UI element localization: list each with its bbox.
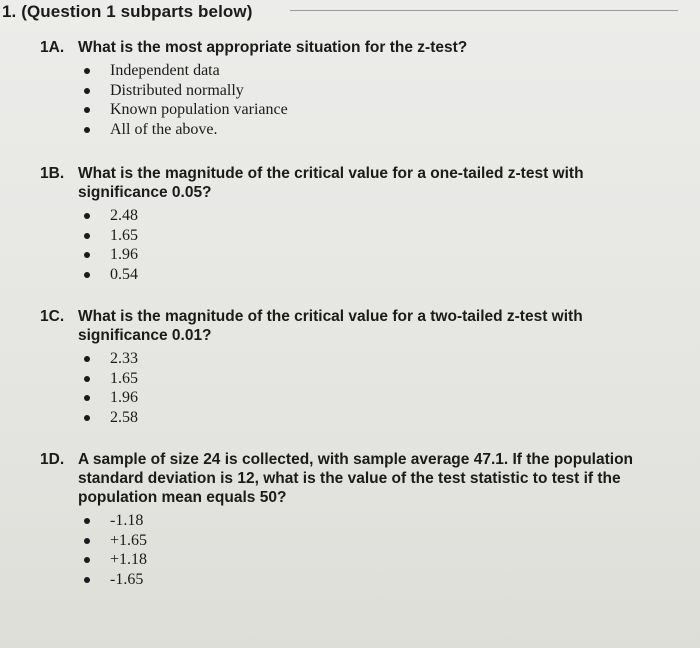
question-number: 1A. [40,39,65,56]
page-title: 1. (Question 1 subparts below) [2,2,253,21]
answer-option [40,120,680,140]
answer-option [40,531,680,551]
question-text: What is the magnitude of the critical value for a one-tailed z-test with significance 0.05? [78,165,584,201]
bullet-icon [84,395,90,401]
option-label: Known population variance [110,101,288,118]
answer-options [40,206,680,284]
bullet-icon [84,415,90,421]
answer-option [40,388,680,408]
bullet-icon [84,252,90,258]
option-label: 1.65 [110,369,138,387]
answer-options [40,349,680,427]
bullet-icon [84,518,90,524]
bullet-icon [84,88,90,94]
answer-option [40,226,680,246]
title-underline [290,10,678,11]
answer-options [40,511,680,589]
option-label: Independent data [110,62,220,79]
option-label: All of the above. [110,120,218,138]
bullet-icon [84,107,90,113]
answer-option [40,100,680,120]
question-1a [40,38,680,139]
answer-option [40,245,680,265]
answer-option [40,81,680,101]
option-label: +1.65 [110,531,148,549]
option-label: Distributed normally [110,81,244,99]
option-label: 1.96 [110,389,138,406]
bullet-icon [84,127,90,133]
question-1b [40,164,680,284]
question-number: 1C. [40,308,65,325]
answer-option [40,369,680,389]
question-text: A sample of size 24 is collected, with sample average 47.1. If the population standard deviation is 12, what is the value of the test statistic to test if the population mean equals 50? [78,451,634,506]
question-1c [40,307,680,427]
bullet-icon [84,233,90,239]
option-label: -1.18 [110,512,144,529]
bullet-icon [84,376,90,382]
answer-option [40,570,680,590]
bullet-icon [84,538,90,544]
option-label: 2.58 [110,408,138,426]
bullet-icon [84,68,90,74]
answer-option [40,349,680,369]
answer-option [40,550,680,570]
question-number: 1B. [40,165,65,182]
answer-option [40,408,680,428]
bullet-icon [84,577,90,583]
option-label: 2.33 [110,350,138,367]
bullet-icon [84,213,90,219]
answer-option [40,265,680,285]
question-text: What is the magnitude of the critical value for a two-tailed z-test with significance 0.01? [78,308,583,344]
answer-options [40,61,680,139]
option-label: +1.18 [110,551,148,568]
option-label: 2.48 [110,207,138,224]
bullet-icon [84,272,90,278]
answer-option [40,61,680,81]
question-text: What is the most appropriate situation for the z-test? [78,39,468,56]
option-label: 0.54 [110,265,138,283]
question-number: 1D. [40,451,65,468]
bullet-icon [84,557,90,563]
question-1d [40,450,680,589]
option-label: 1.96 [110,246,138,263]
answer-option [40,511,680,531]
option-label: 1.65 [110,226,138,244]
bullet-icon [84,356,90,362]
answer-option [40,206,680,226]
option-label: -1.65 [110,570,144,588]
